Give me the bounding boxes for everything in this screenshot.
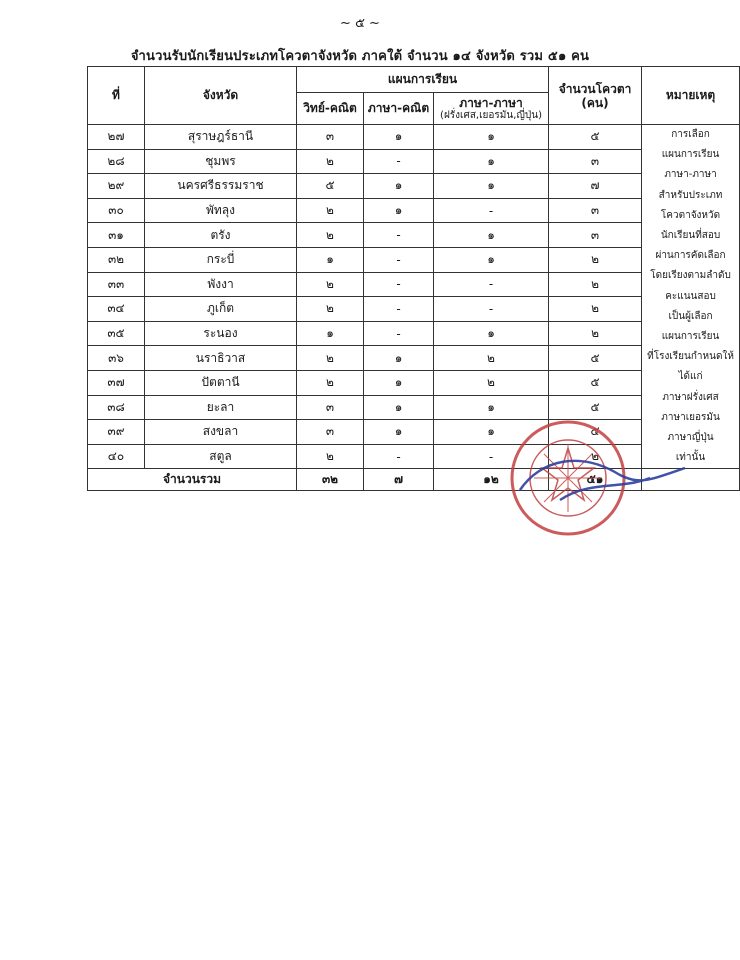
- remark-line: ภาษาญี่ปุ่น: [667, 432, 714, 444]
- remark-line: ที่โรงเรียนกำหนดให้: [647, 351, 734, 363]
- cell-province: ยะลา: [145, 395, 297, 420]
- cell-sci-math: ๒: [297, 272, 364, 297]
- cell-quota: ๕: [549, 420, 642, 445]
- header-quota-label: จำนวนโควตา: [558, 81, 632, 96]
- remark-line: ภาษา-ภาษา: [664, 169, 717, 181]
- header-lang-lang-label: ภาษา-ภาษา: [459, 95, 523, 110]
- total-label: จำนวนรวม: [88, 469, 297, 491]
- cell-lang-math: ๑: [364, 125, 434, 150]
- cell-province: สงขลา: [145, 420, 297, 445]
- cell-no: ๒๗: [88, 125, 145, 150]
- cell-lang-math: -: [364, 321, 434, 346]
- remark-line: แผนการเรียน: [661, 331, 720, 343]
- remark-line: แผนการเรียน: [661, 149, 720, 161]
- remark-line: ได้แก่: [678, 371, 703, 383]
- cell-sci-math: ๓: [297, 125, 364, 150]
- cell-lang-math: -: [364, 297, 434, 322]
- cell-lang-lang: ๑: [434, 420, 549, 445]
- cell-quota: ๓: [549, 223, 642, 248]
- page-number: ~ ๕ ~: [340, 16, 380, 31]
- cell-quota: ๕: [549, 346, 642, 371]
- cell-sci-math: ๑: [297, 247, 364, 272]
- remark-cell: [642, 125, 740, 469]
- cell-lang-math: -: [364, 444, 434, 469]
- cell-lang-math: ๑: [364, 370, 434, 395]
- document-title: จำนวนรับนักเรียนประเภทโควตาจังหวัด ภาคใต้ จำนวน ๑๔ จังหวัด รวม ๕๑ คน: [130, 49, 590, 64]
- remark-line: ภาษาเยอรมัน: [661, 411, 720, 423]
- cell-sci-math: ๒: [297, 297, 364, 322]
- cell-province: นราธิวาส: [145, 346, 297, 371]
- total-sci-math: ๓๒: [297, 469, 364, 491]
- remark-line: คะแนนสอบ: [665, 290, 716, 302]
- cell-no: ๓๓: [88, 272, 145, 297]
- cell-lang-math: ๑: [364, 395, 434, 420]
- cell-quota: ๗: [549, 174, 642, 199]
- cell-quota: ๒: [549, 247, 642, 272]
- remark-line: ภาษาฝรั่งเศส: [662, 391, 719, 403]
- cell-sci-math: ๒: [297, 198, 364, 223]
- cell-sci-math: ๓: [297, 395, 364, 420]
- cell-quota: ๓: [549, 198, 642, 223]
- cell-lang-lang: -: [434, 444, 549, 469]
- cell-no: ๓๑: [88, 223, 145, 248]
- remark-line: โควตาจังหวัด: [660, 209, 721, 221]
- cell-quota: ๕: [549, 125, 642, 150]
- cell-sci-math: ๒: [297, 444, 364, 469]
- cell-province: กระบี่: [145, 247, 297, 272]
- header-province: จังหวัด: [145, 67, 297, 125]
- cell-lang-lang: ๑: [434, 125, 549, 150]
- cell-lang-math: ๑: [364, 420, 434, 445]
- cell-province: พังงา: [145, 272, 297, 297]
- cell-sci-math: ๒: [297, 370, 364, 395]
- cell-sci-math: ๒: [297, 223, 364, 248]
- cell-no: ๓๒: [88, 247, 145, 272]
- cell-lang-lang: ๑: [434, 174, 549, 199]
- table-row: [88, 125, 740, 150]
- cell-sci-math: ๒: [297, 346, 364, 371]
- remark-line: เท่านั้น: [675, 452, 706, 464]
- school-seal: [500, 420, 690, 545]
- header-lang-lang-sub: (ฝรั่งเศส,เยอรมัน,ญี่ปุ่น): [440, 109, 542, 121]
- cell-no: ๓๕: [88, 321, 145, 346]
- cell-no: ๒๙: [88, 174, 145, 199]
- cell-no: ๔๐: [88, 444, 145, 469]
- cell-province: ปัตตานี: [145, 370, 297, 395]
- remark-line: สำหรับประเภท: [658, 189, 723, 201]
- cell-quota: ๒: [549, 297, 642, 322]
- cell-lang-math: -: [364, 223, 434, 248]
- header-sci-math: วิทย์-คณิต: [297, 93, 364, 125]
- cell-lang-lang: ๑: [434, 223, 549, 248]
- cell-quota: ๕: [549, 395, 642, 420]
- header-remark: หมายเหตุ: [642, 67, 740, 125]
- total-lang-math: ๗: [364, 469, 434, 491]
- header-no: ที่: [88, 67, 145, 125]
- cell-lang-lang: ๑: [434, 149, 549, 174]
- cell-province: สตูล: [145, 444, 297, 469]
- cell-sci-math: ๑: [297, 321, 364, 346]
- cell-lang-math: -: [364, 247, 434, 272]
- header-quota: [549, 67, 642, 125]
- cell-lang-lang: ๑: [434, 321, 549, 346]
- cell-no: ๓๘: [88, 395, 145, 420]
- cell-province: สุราษฎร์ธานี: [145, 125, 297, 150]
- total-lang-lang: ๑๒: [434, 469, 549, 491]
- cell-no: ๓๖: [88, 346, 145, 371]
- remark-line: การเลือก: [671, 129, 710, 140]
- cell-lang-math: ๑: [364, 198, 434, 223]
- cell-no: ๓๐: [88, 198, 145, 223]
- cell-lang-lang: -: [434, 272, 549, 297]
- header-lang-lang: [434, 93, 549, 125]
- cell-province: ภูเก็ต: [145, 297, 297, 322]
- cell-province: ระนอง: [145, 321, 297, 346]
- cell-lang-math: ๑: [364, 174, 434, 199]
- cell-no: ๓๙: [88, 420, 145, 445]
- cell-province: ชุมพร: [145, 149, 297, 174]
- header-lang-math: ภาษา-คณิต: [364, 93, 434, 125]
- remark-line: นักเรียนที่สอบ: [660, 230, 721, 242]
- cell-quota: ๒: [549, 272, 642, 297]
- total-quota: ๕๑: [549, 469, 642, 491]
- cell-lang-math: ๑: [364, 346, 434, 371]
- remark-line: เป็นผู้เลือก: [668, 310, 713, 322]
- cell-lang-lang: -: [434, 297, 549, 322]
- cell-sci-math: ๒: [297, 149, 364, 174]
- cell-province: ตรัง: [145, 223, 297, 248]
- cell-lang-math: -: [364, 272, 434, 297]
- remark-line: ผ่านการคัดเลือก: [655, 250, 726, 262]
- header-quota-unit: (คน): [581, 95, 609, 110]
- remark-line: โดยเรียงตามลำดับ: [650, 270, 731, 282]
- cell-lang-lang: ๑: [434, 247, 549, 272]
- cell-quota: ๕: [549, 370, 642, 395]
- cell-no: ๓๔: [88, 297, 145, 322]
- cell-no: ๒๘: [88, 149, 145, 174]
- cell-lang-lang: ๑: [434, 395, 549, 420]
- cell-province: นครศรีธรรมราช: [145, 174, 297, 199]
- cell-quota: ๒: [549, 321, 642, 346]
- cell-sci-math: ๓: [297, 420, 364, 445]
- cell-no: ๓๗: [88, 370, 145, 395]
- cell-quota: ๓: [549, 149, 642, 174]
- cell-lang-lang: ๒: [434, 370, 549, 395]
- cell-sci-math: ๕: [297, 174, 364, 199]
- cell-quota: ๒: [549, 444, 642, 469]
- cell-lang-lang: -: [434, 198, 549, 223]
- cell-lang-math: -: [364, 149, 434, 174]
- cell-province: พัทลุง: [145, 198, 297, 223]
- header-study-plan: แผนการเรียน: [297, 67, 549, 93]
- cell-lang-lang: ๒: [434, 346, 549, 371]
